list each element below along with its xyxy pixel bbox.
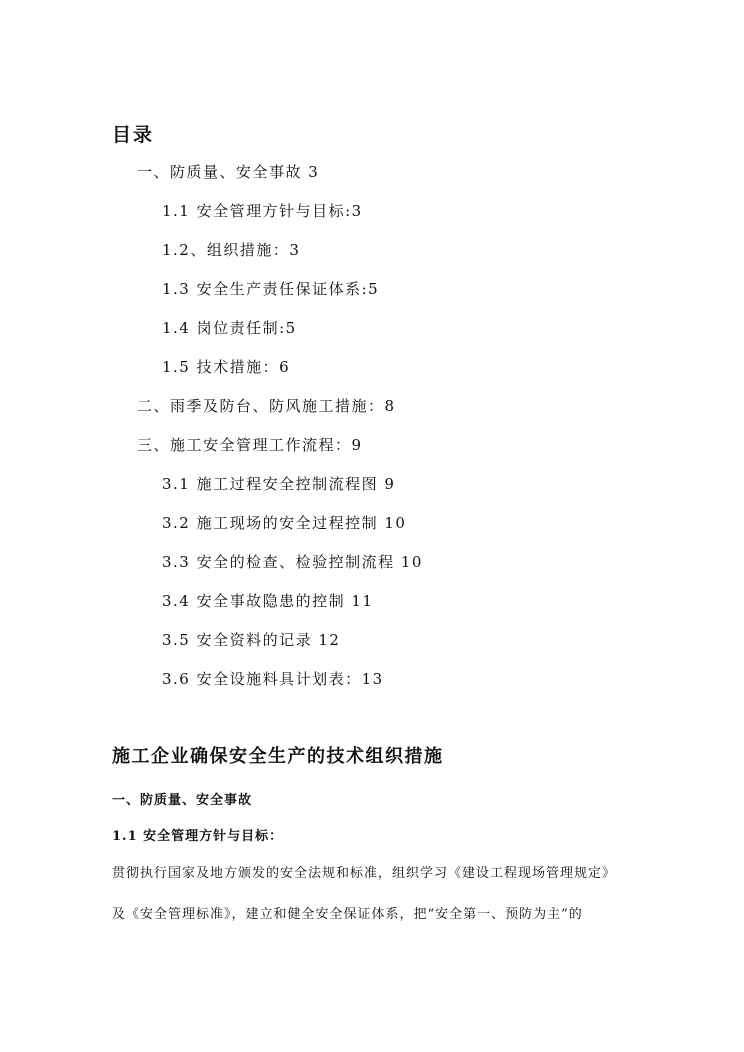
toc-item[interactable]: 3.4 安全事故隐患的控制 11	[162, 592, 374, 610]
toc-title: 目录	[112, 124, 155, 146]
toc-list	[0, 157, 744, 703]
toc-item[interactable]: 3.3 安全的检查、检验控制流程 10	[162, 553, 423, 571]
toc-item[interactable]: 二、雨季及防台、防风施工措施：8	[137, 397, 396, 415]
toc-item[interactable]: 1.2、组织措施：3	[162, 241, 301, 259]
subsection-heading: 1.1 安全管理方针与目标：	[112, 829, 284, 844]
toc-item[interactable]: 1.4 岗位责任制:5	[162, 319, 297, 337]
paragraph-line: 及《安全管理标准》，建立和健全安全保证体系，把“安全第一、预防为主”的	[112, 907, 583, 922]
toc-item[interactable]: 3.2 施工现场的安全过程控制 10	[162, 514, 407, 532]
toc-item[interactable]: 1.1 安全管理方针与目标:3	[162, 202, 363, 220]
toc-item[interactable]: 3.6 安全设施料具计划表：13	[162, 670, 384, 688]
toc-item[interactable]: 一、防质量、安全事故 3	[137, 163, 320, 181]
toc-item[interactable]: 1.5 技术措施：6	[162, 358, 291, 376]
document-title: 施工企业确保安全生产的技术组织措施	[112, 746, 444, 767]
toc-item[interactable]: 1.3 安全生产责任保证体系:5	[162, 280, 380, 298]
toc-item[interactable]: 3.5 安全资料的记录 12	[162, 631, 341, 649]
section-heading: 一、防质量、安全事故	[112, 793, 253, 808]
toc-item[interactable]: 三、施工安全管理工作流程：9	[137, 436, 363, 454]
toc-item[interactable]: 3.1 施工过程安全控制流程图 9	[162, 475, 396, 493]
paragraph-line: 贯彻执行国家及地方颁发的安全法规和标准，组织学习《建设工程现场管理规定》	[112, 866, 617, 881]
